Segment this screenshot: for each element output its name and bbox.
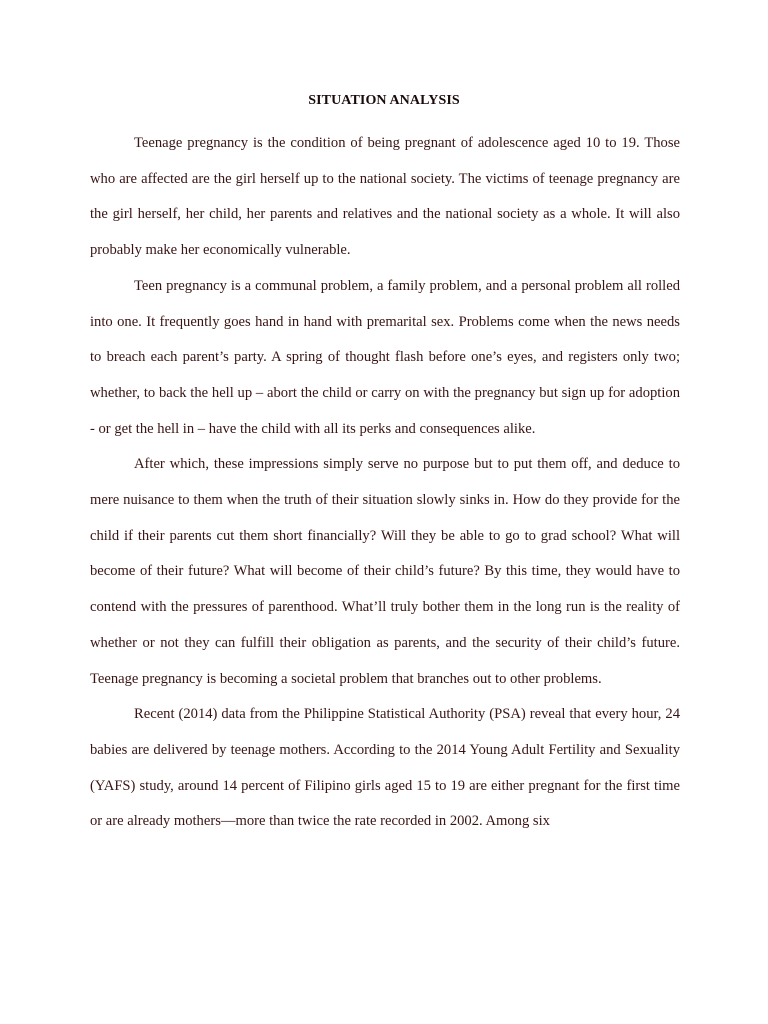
- paragraph-1: Teenage pregnancy is the condition of being pregnant of adolescence aged 10 to 19. Those who are affected are the girl herself up to the national society. The victims of teenage pregnancy are the girl herself, her child, her parents and relatives and the national society as a whole. It will also probably make her economically vulnerable.: [90, 135, 680, 259]
- paragraph-4: Recent (2014) data from the Philippine Statistical Authority (PSA) reveal that every hour, 24 babies are delivered by teenage mothers. According to the 2014 Young Adult Fertility and Sexuality (YAFS) study, around 14 percent of Filipino girls aged 15 to 19 are either pregnant for the first time or are already mothers—more than twice the rate recorded in 2002. Among six: [90, 706, 680, 830]
- document-body: [90, 126, 680, 840]
- document-title: SITUATION ANALYSIS: [308, 93, 460, 108]
- paragraph-2: Teen pregnancy is a communal problem, a family problem, and a personal problem all rolled into one. It frequently goes hand in hand with premarital sex. Problems come when the news needs to breach each parent’s party. A spring of thought flash before one’s eyes, and registers only two; whether, to back the hell up – abort the child or carry on with the pregnancy but sign up for adoption - or get the hell in – have the child with all its perks and consequences alike.: [90, 277, 680, 437]
- paragraph-3: After which, these impressions simply serve no purpose but to put them off, and deduce to mere nuisance to them when the truth of their situation slowly sinks in. How do they provide for the child if their parents cut them short financially? Will they be able to go to grad school? What will become of their future? What will become of their child’s future? By this time, they would have to contend with the pressures of parenthood. What’ll truly bother them in the long run is the reality of whether or not they can fulfill their obligation as parents, and the security of their child’s future. Teenage pregnancy is becoming a societal problem that branches out to other problems.: [90, 456, 680, 687]
